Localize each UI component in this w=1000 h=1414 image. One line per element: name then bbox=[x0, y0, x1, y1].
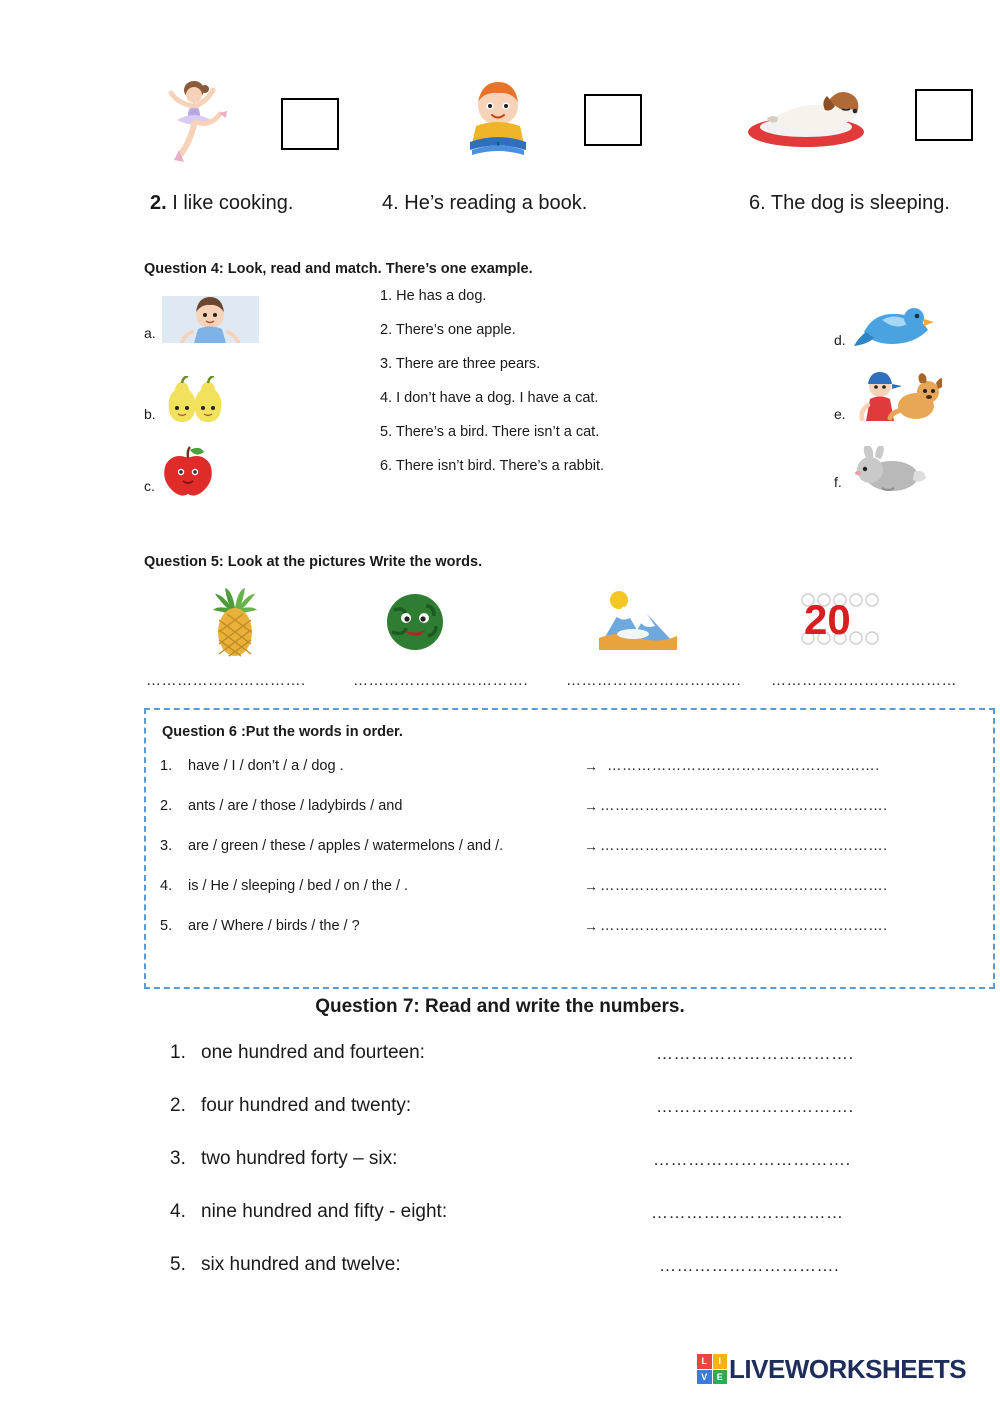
q6-row-2 bbox=[160, 798, 980, 838]
badge-letter-v: V bbox=[697, 1370, 712, 1385]
arrow-right-icon: → bbox=[584, 758, 598, 774]
question-5-pictures bbox=[144, 578, 984, 658]
mountain-with-sun-icon bbox=[599, 588, 677, 650]
q7-row-1-index: 1. bbox=[170, 1042, 186, 1063]
q7-row-5-index: 5. bbox=[170, 1254, 186, 1275]
pineapple-picture bbox=[209, 586, 261, 663]
q6-row-1 bbox=[160, 758, 980, 798]
q7-row-2-index: 2. bbox=[170, 1095, 186, 1116]
q5-line-2[interactable]: ……………………………. bbox=[353, 672, 529, 689]
badge-letter-e: E bbox=[713, 1370, 728, 1385]
q4-sentence-5: 5. There’s a bird. There isn’t a cat. bbox=[380, 424, 600, 440]
top-sentence-1 bbox=[150, 192, 293, 215]
q6-row-3-text: are / green / these / apples / watermelons / and /. bbox=[188, 838, 504, 854]
girl-cartoon-icon bbox=[162, 296, 259, 343]
top-sentence-2-text: He’s reading a book. bbox=[404, 192, 588, 214]
mountain-picture bbox=[599, 588, 677, 655]
dog-sleeping-in-bed-icon bbox=[745, 80, 867, 150]
boy-with-dog-icon bbox=[852, 370, 942, 424]
q4-sentence-3: 3. There are three pears. bbox=[380, 356, 541, 372]
q7-row-4-text: nine hundred and fifty - eight: bbox=[201, 1201, 448, 1222]
q6-row-3-answer[interactable]: …………………………………………………. bbox=[600, 838, 888, 854]
badge-letter-i: I bbox=[713, 1354, 728, 1369]
top-sentence-1-number: 2. bbox=[150, 192, 167, 214]
top-item-1 bbox=[155, 80, 339, 168]
q7-row-4-answer[interactable]: …………………………… bbox=[651, 1203, 844, 1222]
q6-row-5-answer[interactable]: …………………………………………………. bbox=[600, 918, 888, 934]
q7-row-2-text: four hundred and twenty: bbox=[201, 1095, 412, 1116]
q5-line-4[interactable]: ……………………………… bbox=[771, 672, 957, 689]
top-sentence-1-text: I like cooking. bbox=[172, 192, 294, 214]
q7-row-2-answer[interactable]: ……………………………. bbox=[656, 1097, 854, 1116]
q7-row-5-answer[interactable]: …………………………. bbox=[659, 1256, 840, 1275]
pineapple-icon bbox=[209, 586, 261, 658]
answer-box-3[interactable] bbox=[915, 89, 973, 141]
q5-line-3[interactable]: ……………………………. bbox=[566, 672, 742, 689]
q7-row-1 bbox=[170, 1042, 930, 1095]
q6-row-2-answer[interactable]: …………………………………………………. bbox=[600, 798, 888, 814]
watermelon-picture bbox=[384, 592, 446, 657]
match-item-d[interactable] bbox=[834, 302, 942, 350]
q6-row-5-text: are / Where / birds / the / ? bbox=[188, 918, 360, 934]
q4-sentence-2: 2. There’s one apple. bbox=[380, 322, 516, 338]
q7-row-2 bbox=[170, 1095, 930, 1148]
arrow-right-icon: → bbox=[584, 838, 598, 854]
number-twenty-picture bbox=[794, 590, 890, 653]
q7-row-3-answer[interactable]: ……………………………. bbox=[653, 1150, 851, 1169]
match-item-f[interactable] bbox=[834, 446, 928, 492]
q7-row-5-text: six hundred and twelve: bbox=[201, 1254, 401, 1275]
q4-sentence-6: 6. There isn’t bird. There’s a rabbit. bbox=[380, 458, 605, 474]
q6-row-4-answer[interactable]: …………………………………………………. bbox=[600, 878, 888, 894]
q6-row-4 bbox=[160, 878, 980, 918]
question-7-heading: Question 7: Read and write the numbers. bbox=[315, 996, 685, 1017]
question-7-rows bbox=[170, 1042, 930, 1307]
badge-letter-l: L bbox=[697, 1354, 712, 1369]
q6-row-4-index: 4. bbox=[160, 878, 173, 894]
match-item-e[interactable] bbox=[834, 370, 942, 424]
q6-row-3-index: 3. bbox=[160, 838, 173, 854]
q6-row-3 bbox=[160, 838, 980, 878]
question-4-sentences bbox=[380, 288, 800, 492]
q5-line-1[interactable]: …………………………. bbox=[146, 672, 306, 689]
live-badge-icon bbox=[697, 1354, 727, 1384]
match-item-c[interactable] bbox=[144, 446, 215, 496]
top-item-2 bbox=[460, 80, 642, 160]
q7-row-1-answer[interactable]: ……………………………. bbox=[656, 1044, 854, 1063]
svg-text:20: 20 bbox=[804, 596, 851, 643]
top-item-3 bbox=[745, 80, 973, 150]
top-sentence-2-number: 4. bbox=[382, 192, 399, 214]
grey-rabbit-icon bbox=[848, 446, 928, 492]
question-6-rows bbox=[160, 758, 980, 958]
top-sentence-3-number: 6. bbox=[749, 192, 766, 214]
q6-row-1-text: have / I / don’t / a / dog . bbox=[188, 758, 344, 774]
q6-row-2-index: 2. bbox=[160, 798, 173, 814]
q7-row-3-text: two hundred forty – six: bbox=[201, 1148, 398, 1169]
ballerina-dancing-girl-icon bbox=[155, 80, 233, 168]
match-item-a[interactable] bbox=[144, 296, 259, 343]
watermelon-icon bbox=[384, 592, 446, 652]
boy-reading-book-icon bbox=[460, 80, 536, 160]
question-6-heading: Question 6 :Put the words in order. bbox=[162, 724, 403, 740]
q7-row-1-text: one hundred and fourteen: bbox=[201, 1042, 425, 1063]
top-sentences bbox=[145, 192, 995, 222]
match-letter-e: e. bbox=[834, 406, 846, 422]
question-4-heading: Question 4: Look, read and match. There’s one example. bbox=[144, 261, 533, 277]
red-apple-icon bbox=[161, 446, 215, 496]
top-sentence-2 bbox=[382, 192, 587, 215]
arrow-right-icon: → bbox=[584, 878, 598, 894]
match-letter-b: b. bbox=[144, 406, 156, 422]
q7-row-3 bbox=[170, 1148, 930, 1201]
top-sentence-3-text: The dog is sleeping. bbox=[770, 192, 950, 214]
arrow-right-icon: → bbox=[584, 798, 598, 814]
q6-row-1-index: 1. bbox=[160, 758, 173, 774]
arrow-right-icon: → bbox=[584, 918, 598, 934]
two-pears-icon bbox=[162, 376, 228, 424]
q4-sentence-4: 4. I don’t have a dog. I have a cat. bbox=[380, 390, 599, 406]
match-letter-d: d. bbox=[834, 332, 846, 348]
match-letter-f: f. bbox=[834, 474, 842, 490]
q4-sentence-1: 1. He has a dog. bbox=[380, 288, 487, 304]
q7-row-5 bbox=[170, 1254, 930, 1307]
number-20-icon bbox=[794, 590, 890, 648]
match-letter-c: c. bbox=[144, 478, 155, 494]
q6-row-1-answer[interactable]: ………………………………………………. bbox=[607, 758, 880, 774]
match-letter-a: a. bbox=[144, 325, 156, 341]
question-6-box bbox=[144, 708, 995, 989]
brand-name: LIVEWORKSHEETS bbox=[729, 1353, 967, 1384]
question-4-body bbox=[144, 288, 954, 518]
q7-row-4 bbox=[170, 1201, 930, 1254]
q6-row-5 bbox=[160, 918, 980, 958]
q7-row-3-index: 3. bbox=[170, 1148, 186, 1169]
top-sentence-3 bbox=[749, 192, 950, 215]
q6-row-5-index: 5. bbox=[160, 918, 173, 934]
top-picture-row bbox=[145, 80, 985, 180]
answer-box-1[interactable] bbox=[281, 98, 339, 150]
match-item-b[interactable] bbox=[144, 376, 228, 424]
answer-box-2[interactable] bbox=[584, 94, 642, 146]
liveworksheets-logo[interactable] bbox=[697, 1352, 966, 1386]
question-5-heading: Question 5: Look at the pictures Write the words. bbox=[144, 554, 483, 570]
blue-bird-icon bbox=[852, 302, 942, 350]
q6-row-2-text: ants / are / those / ladybirds / and bbox=[188, 798, 403, 814]
q7-row-4-index: 4. bbox=[170, 1201, 186, 1222]
q6-row-4-text: is / He / sleeping / bed / on / the / . bbox=[188, 878, 409, 894]
